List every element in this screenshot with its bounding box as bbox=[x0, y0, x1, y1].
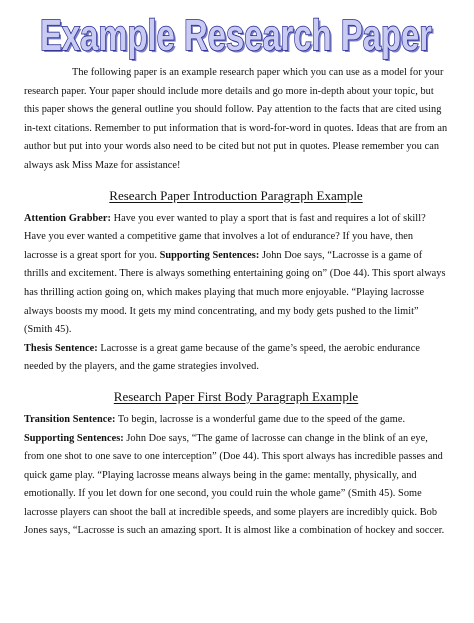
body-supporting-paragraph bbox=[24, 430, 448, 542]
attention-grabber-label: Attention Grabber: bbox=[24, 212, 111, 224]
title-shadow: Example Research Paper bbox=[42, 13, 434, 62]
page-title: Example Research Paper bbox=[40, 11, 432, 60]
body-supporting-sentences-label: Supporting Sentences: bbox=[24, 432, 124, 444]
title-wordart bbox=[29, 6, 443, 62]
thesis-paragraph bbox=[24, 340, 448, 377]
transition-paragraph bbox=[24, 411, 448, 430]
section-heading-introduction: Research Paper Introduction Paragraph Example bbox=[109, 187, 363, 203]
body-supporting-sentences-text: John Doe says, “The game of lacrosse can change in the blink of an eye, from one shot to one save to one interception” (Doe 44). This sport always has incredible passes and quick game play. “Playing lacrosse means always being in the game: mentally, physically, and emotionally. If you let down for one second, you could ruin the whole game” (Smith 45). Some lacrosse players can shoot the ball at incredible speeds, and some players are incredibly quick. Bob Jones says, “Lacrosse is such an amazing sport. It is almost like a combination of hockey and soccer. bbox=[24, 432, 445, 537]
section-heading-body: Research Paper First Body Paragraph Example bbox=[113, 388, 359, 404]
thesis-sentence-label: Thesis Sentence: bbox=[24, 342, 98, 354]
attention-grabber-text: Have you ever wanted to play a sport that is fast and requires a lot of skill? Have you ever wanted a competitive game that involves a lot of endurance? If you have, then lacrosse is a great sport for you. bbox=[24, 212, 426, 261]
thesis-sentence-text: Lacrosse is a great game because of the game’s speed, the aerobic endurance needed by the players, and the game strategies involved. bbox=[24, 342, 421, 373]
transition-sentence-text: To begin, lacrosse is a wonderful game due to the speed of the game. bbox=[115, 413, 406, 425]
supporting-sentences-label: Supporting Sentences: bbox=[159, 249, 260, 261]
intro-paragraph: The following paper is an example research paper which you can use as a model for your research paper. Your paper should include more details and go more in-depth about your topic, but this paper shows the general outline you should follow. Pay attention to the facts that are cited using in-text citations. Remember to put information that is word-for-word in quotes. Ideas that are from an author but put into your words also need to be cited but not put in quotes. Please remember you can always ask Miss Maze for assistance! bbox=[24, 67, 448, 171]
transition-sentence-label: Transition Sentence: bbox=[24, 413, 116, 425]
supporting-sentences-text: John Doe says, “Lacrosse is a game of thrills and excitement. There is always something entertaining going on” (Doe 44). This sport always has thrilling action going on, which makes playing that much more enjoyable. “Playing lacrosse always boosts my mood. It gets my mind concentrating, and my body gets pushed to the limit” (Smith 45). bbox=[24, 249, 446, 336]
introduction-paragraph bbox=[24, 210, 448, 340]
title-banner bbox=[24, 6, 448, 62]
document-page bbox=[0, 6, 474, 623]
